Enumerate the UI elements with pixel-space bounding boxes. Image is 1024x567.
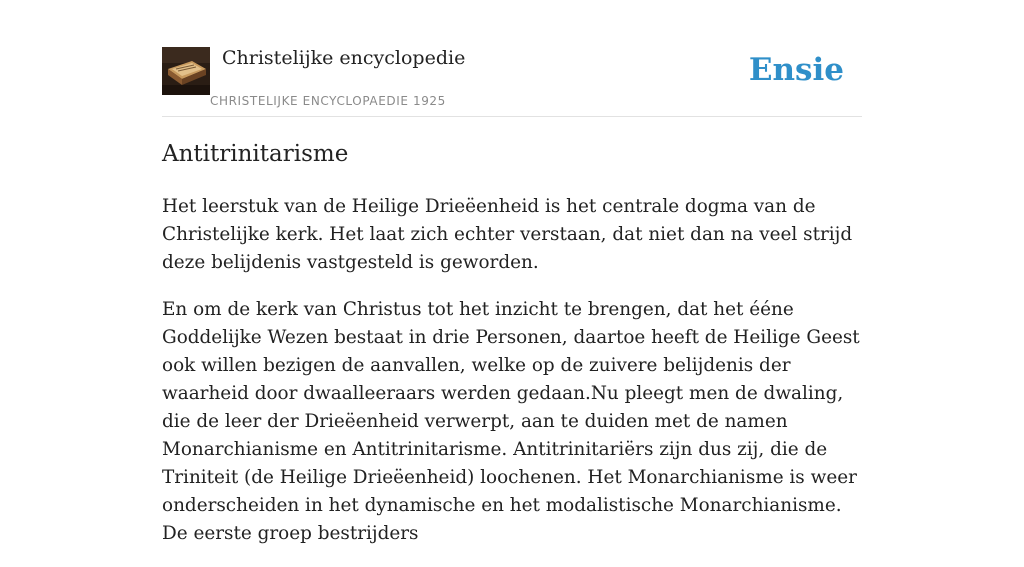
article [162,137,866,567]
source-subtitle[interactable]: CHRISTELIJKE ENCYCLOPAEDIE 1925 [210,94,446,108]
article-title: Antitrinitarisme [162,141,349,167]
book-photo-icon [162,47,210,95]
source-header [162,46,862,117]
article-paragraph: Het leerstuk van de Heilige Drieëenheid is het centrale dogma van de Christelijke kerk. Het laat zich echter verstaan, dat niet dan na veel strijd deze belijdenis vastgesteld is geworden. [162,196,853,273]
brand-logo[interactable]: Ensie [748,52,844,88]
source-title[interactable]: Christelijke encyclopedie [222,47,466,69]
source-avatar-icon[interactable] [162,47,210,95]
article-paragraph: En om de kerk van Christus tot het inzicht te brengen, dat het ééne Goddelijke Wezen bestaat in drie Personen, daartoe heeft de Heilige Geest ook willen bezigen de aanvallen, welke op de zuivere belijdenis der waarheid door dwaalleeraars werden gedaan.Nu pleegt men de dwaling, die de leer der Drieëenheid verwerpt, aan te duiden met de namen Monarchianisme en Antitrinitarisme. Antitrinitariërs zijn dus zij, die de Triniteit (de Heilige Drieëenheid) loochenen. Het Monarchianisme is weer onderscheiden in het dynamische en het modalistische Monarchianisme. De eerste groep bestrijders [162,299,860,544]
